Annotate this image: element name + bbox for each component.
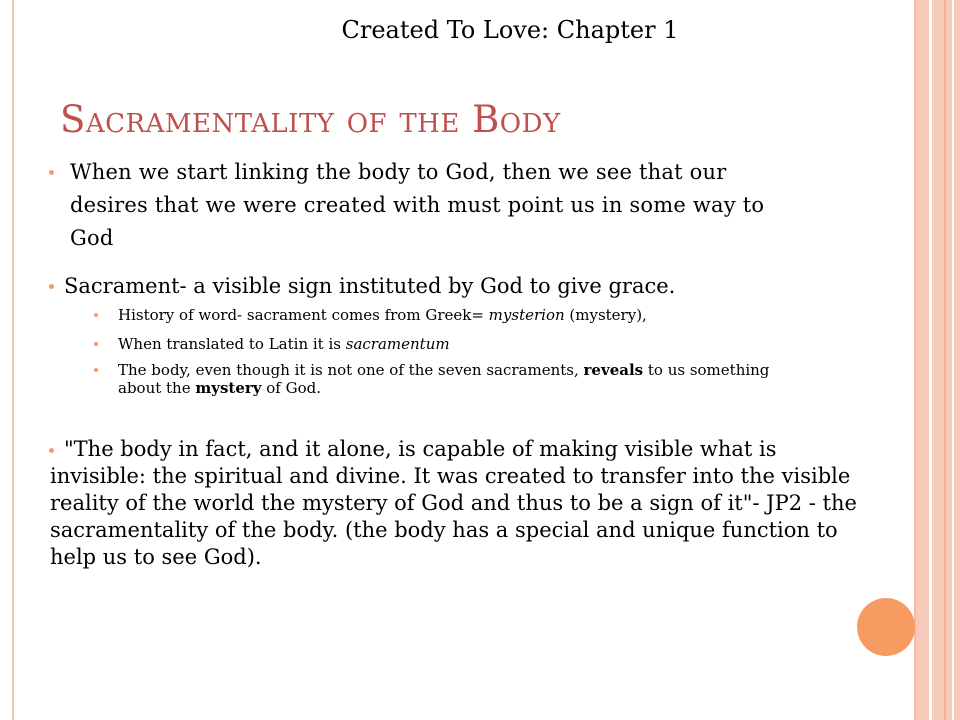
right-stripe	[952, 0, 954, 720]
right-stripe	[929, 0, 932, 720]
sub-bullet-text: When translated to Latin it is sacramentum	[118, 335, 450, 353]
bullet-item	[50, 156, 850, 255]
bullet-text-line: When we start linking the body to God, then we see that our	[70, 160, 727, 184]
chapter-header: Created To Love: Chapter 1	[341, 16, 679, 44]
right-stripe	[914, 0, 916, 720]
bullet-dot-icon	[94, 313, 98, 317]
quote-bullet-item	[50, 436, 870, 571]
bullet-text: Sacrament- a visible sign instituted by God to give grace.	[64, 274, 676, 298]
slide-title: Sacramentality of the Body	[60, 98, 561, 141]
bullet-item	[50, 270, 830, 303]
left-border-line	[12, 0, 14, 720]
right-stripe	[944, 0, 946, 720]
bullet-dot-icon	[94, 368, 98, 372]
bullet-text-line: God	[70, 226, 114, 250]
sub-bullet-text: History of word- sacrament comes from Greek= mysterion (mystery),	[118, 306, 647, 324]
bullet-text-line: desires that we were created with must point us in some way to	[70, 193, 765, 217]
sub-bullet-item	[96, 361, 816, 397]
bullet-dot-icon	[49, 448, 54, 453]
quote-text: "The body in fact, and it alone, is capable of making visible what is invisible: the spiritual and divine. It was created to transfer into the visible reality of the world the mystery of God and thus to be a sign of it"- JP2 - the sacramentality of the body. (the body has a special and unique function to help us to see God).	[50, 437, 857, 569]
bullet-dot-icon	[49, 284, 54, 289]
sub-bullet-item	[96, 335, 816, 353]
sub-bullet-item	[96, 306, 816, 324]
decorative-orange-circle	[857, 598, 915, 656]
bullet-dot-icon	[49, 170, 54, 175]
bullet-dot-icon	[94, 342, 98, 346]
sub-bullet-text: The body, even though it is not one of the seven sacraments, reveals to us something about the mystery of God.	[118, 361, 770, 397]
